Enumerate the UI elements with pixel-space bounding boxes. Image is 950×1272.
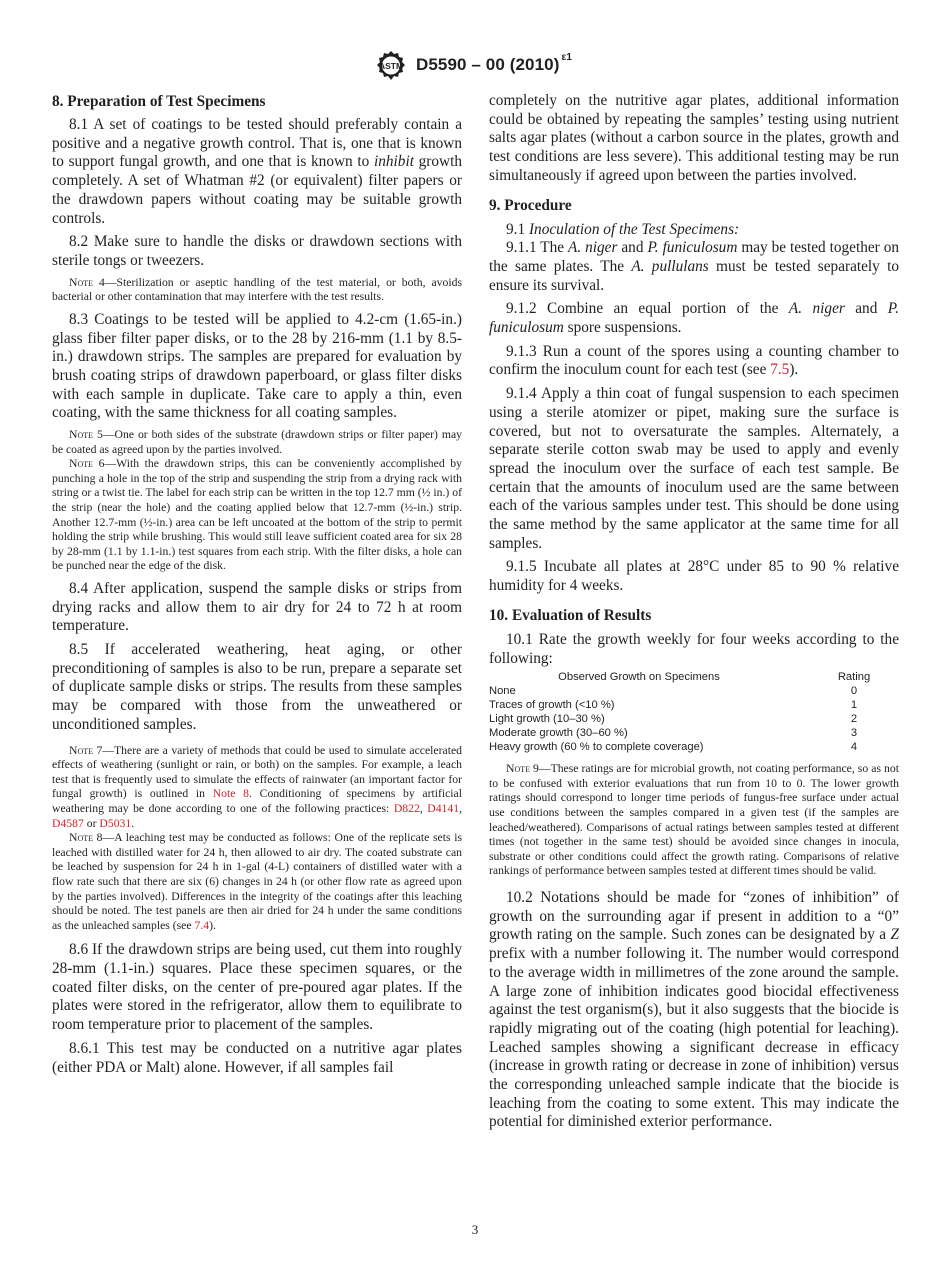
note-5: Note 5—One or both sides of the substrate (drawdown strips or filter paper) may be coated as agreed upon by the parties involved. [52,428,462,456]
table-cell-label: Traces of growth (<10 %) [489,699,615,712]
paragraph-9-1-2: 9.1.2 Combine an equal portion of the A. niger and P. funiculosum spore suspensions. [489,300,899,337]
paragraph-9-1: 9.1 Inoculation of the Test Specimens: [506,220,740,238]
paragraph-10-1: 10.1 Rate the growth weekly for four weeks according to the following: [489,630,899,667]
note-6: Note 6—With the drawdown strips, this can be conveniently accomplished by punching a hole in the top of the strip and suspending the strip from a drying rack with string or a twist tie. The label for each strip can be written in the top 12.7 mm (½ in.) of the strip (near the hole) and the coating applied below that 12.7-mm (½-in.) strip. Another 12.7-mm (½-in.) area can be left uncoated at the bottom of the strip to permit holding the strip while brushing. This would still leave sufficient coated area for six 28 by 28-mm (1.1 by 1.1-in.) test squares from each strip. With the filter disks, a hole can be punched near the edge of the disk. [52,457,462,573]
table-row [489,726,899,740]
paragraph-8-6-1-continued: completely on the nutritive agar plates, additional information could be obtained by repeating the samples’ testing using nutrient salts agar plates (without a carbon source in the plates, growth and test conditions are less severe). This additional testing may be run simultaneously if agreed upon between the parties involved. [489,92,899,184]
table-cell-rating: 4 [850,741,858,754]
table-cell-label: Light growth (10–30 %) [489,713,605,726]
table-cell-label: None [489,685,516,698]
growth-rating-table [489,670,899,754]
link-d5031[interactable]: D5031 [99,816,132,830]
table-cell-rating: 0 [850,685,858,698]
astm-logo-icon [371,50,411,82]
designation-superscript: ε1 [561,52,572,63]
paragraph-9-1-3: 9.1.3 Run a count of the spores using a counting chamber to confirm the inoculum count for each test (see 7.5). [489,342,899,379]
svg-text:ASTM: ASTM [378,61,404,71]
section-heading-10: 10. Evaluation of Results [489,606,652,624]
table-cell-label: Moderate growth (30–60 %) [489,727,628,740]
link-d4141[interactable]: D4141 [427,801,460,815]
paragraph-10-2: 10.2 Notations should be made for “zones of inhibition” of growth on the surrounding agar if present in addition to a “0” growth rating on the sample. Such zones can be designated by a Z prefix with a number following it. The number would correspond to the average width in millimetres of the zone around the sample. A large zone of inhibition indicates good biocidal effectiveness against the test organism(s), but it also suggests that the biocide is rapidly migrating out of the coating (high potential for leaching). Leached samples showing a significant decrease in efficacy (increase in growth rating or decrease in zone of inhibition) versus the corresponding unleached sample indicate that the biocide is leaching from the coating to some extent. This may indicate the potential for diminished exterior performance. [489,889,899,1131]
table-cell-label: Heavy growth (60 % to complete coverage) [489,741,704,754]
table-row [489,712,899,726]
document-header [0,50,950,84]
paragraph-9-1-4: 9.1.4 Apply a thin coat of fungal suspension to each specimen using a sterile atomizer or pipet, making sure the surface is covered, but not to oversaturate the samples. Alternately, a separate sterile cotton swab may be used to apply and evenly spread the inoculum over the surface of each test sample. Be certain that the amounts of inoculum used are the same between each of the various samples under test. This should be done using the same method by the same applicator at the same time for all samples. [489,385,899,552]
note-7: Note 7—There are a variety of methods that could be used to simulate accelerated effects of weathering (sunlight or rain, or both) on the samples. For example, a leach test that is frequently used to simulate the effects of rainwater (an important factor for fungal growth) is outlined in Note 8. Conditioning of specimens by artificial weathering may be done according to one of the following practices: D822, D4141, D4587 or D5031. [52,743,463,830]
page-number: 3 [471,1222,479,1237]
link-7-5[interactable]: 7.5 [770,361,790,379]
paragraph-8-4: 8.4 After application, suspend the sample disks or strips from drying racks and allow them to air dry for 24 to 72 h at room temperature. [52,579,462,635]
paragraph-8-2: 8.2 Make sure to handle the disks or drawdown sections with sterile tongs or tweezers. [52,233,462,269]
table-row [489,698,899,712]
paragraph-8-3: 8.3 Coatings to be tested will be applied to 4.2-cm (1.65-in.) glass fiber filter paper disks, or to the 28 by 216-mm (1.1 by 8.5-in.) drawdown strips. The samples are prepared for evaluation by brush coating strips of drawdown paperboard, or glass filter disks with each sample in duplicate. Take care to apply a thin, even coating, with the same thickness for all coating samples. [52,310,462,422]
section-heading-9: 9. Procedure [489,196,572,214]
table-cell-rating: 3 [850,727,858,740]
paragraph-8-5: 8.5 If accelerated weathering, heat aging, or other preconditioning of samples is also to be run, prepare a separate set of duplicate sample disks or strips. The results from these samples may be compared with those from the unweathered or unconditioned samples. [52,641,462,733]
paragraph-9-1-1: 9.1.1 The A. niger and P. funiculosum may be tested together on the same plates. The A. pullulans must be tested separately to ensure its survival. [489,239,900,294]
table-row [489,684,899,698]
link-d822[interactable]: D822 [393,801,420,815]
table-cell-rating: 2 [850,713,858,726]
table-header-row [489,670,899,684]
table-header-rating: Rating [837,671,871,684]
paragraph-8-6-1: 8.6.1 This test may be conducted on a nutritive agar plates (either PDA or Malt) alone. However, if all samples fail [52,1039,462,1076]
section-heading-8: 8. Preparation of Test Specimens [52,93,266,110]
left-column [52,92,462,1082]
table-row [489,740,899,754]
note-4: Note 4—Sterilization or aseptic handling of the test material, or both, avoids bacterial or other contamination that may interfere with the test results. [52,275,462,304]
table-header-observed-growth: Observed Growth on Specimens [558,671,720,684]
right-column [489,92,899,1137]
paragraph-9-1-5: 9.1.5 Incubate all plates at 28°C under 85 to 90 % relative humidity for 4 weeks. [489,558,899,595]
paragraph-8-1: 8.1 A set of coatings to be tested should preferably contain a positive and a negative growth control. That is, one that is known to support fungal growth, and one that is known to inhibit growth completely. A set of Whatman #2 (or equivalent) filter papers or the drawdown papers without coating may be suitable growth controls. [52,116,462,227]
paragraph-8-6: 8.6 If the drawdown strips are being used, cut them into roughly 28-mm (1.1-in.) squares. Place these specimen squares, or the coated filter disks, on the center of pre-poured agar plates. If the plates were stored in the refrigerator, allow them to equilibrate to room temperature prior to placement of the samples. [52,941,462,1034]
link-note-8[interactable]: Note 8 [212,787,250,801]
table-cell-rating: 1 [850,699,858,712]
standard-designation: D5590 – 00 (2010) $^{\varepsilon 1}$ [416,52,572,74]
note-9: Note 9—These ratings are for microbial growth, not coating performance, so as not to be confused with exterior evaluations that run from 10 to 0. The lower growth ratings should correspond to longer time periods of fungus-free surface under actual use conditions between the samples compared in a given test (if the samples are leached/weathered). Comparisons of actual ratings between samples tested at different times (not together in the same test) should be avoided since changes in inocula, substrate or other conditions could affect the growth rating. Comparisons of relative rankings of performance between samples tested at different times should be valid. [489,762,899,878]
link-d4587[interactable]: D4587 [52,816,84,830]
note-8: Note 8—A leaching test may be conducted as follows: One of the replicate sets is leached with distilled water for 24 h, then allowed to air dry. The coated substrate can be leached by suspension for 24 h in 1-gal (4-L) containers of distilled water with a flow rate such that there are six (6) changes in 24 h (or other flow rate as agreed upon by the parties involved). Differences in the integrity of the coatings after this leaching should be noted. The test panels are then air dried for 24 h under the same conditions as the unleached samples (see 7.4). [52,831,462,932]
link-7-4[interactable]: 7.4 [194,918,210,932]
